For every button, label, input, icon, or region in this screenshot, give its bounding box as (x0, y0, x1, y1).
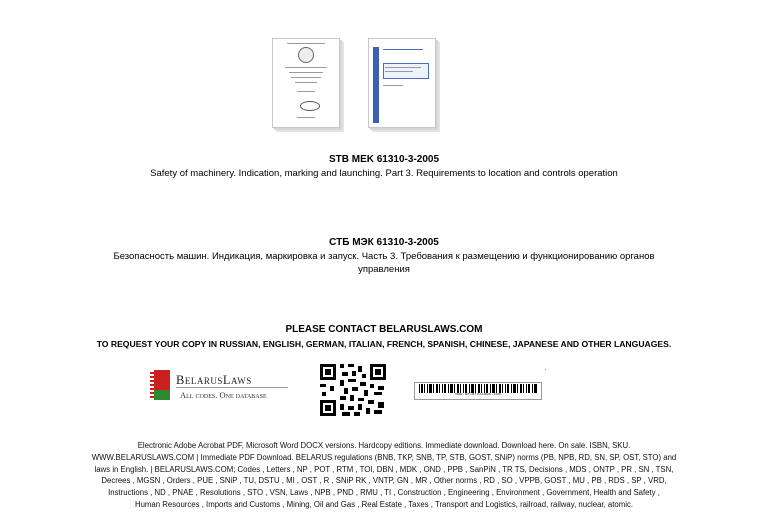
footer-line: laws in English. | BELARUSLAWS.COM; Codes , Letters , NP , POT , RTM , TOI, DBN , MDK , OND , PPB , SanPiN , TR TS, Decisions , MDS , ONTP , PR , SN , TSN, (94, 464, 674, 474)
cover-text-line (295, 82, 317, 83)
page-text-line (385, 67, 421, 68)
contact-subheading: TO REQUEST YOUR COPY IN RUSSIAN, ENGLISH, GERMAN, ITALIAN, FRENCH, SPANISH, CHINESE, JAPANESE AND OTHER LANGUAGES. (96, 339, 672, 349)
page-text-line (383, 85, 403, 86)
footer-line: Electronic Adobe Acrobat PDF, Microsoft Word DOCX versions. Hardcopy editions. Immediate download. Download here. On sale. ISBN, SKU. (137, 441, 631, 450)
footer-line: Human Resources , Imports and Customs , Mining, Oil and Gas , Real Estate , Taxes , Transport and Logistics, railroad, railway, nuclear, atomic. (134, 499, 634, 509)
page-text-line (385, 71, 413, 72)
barcode-url: www.BelarusLaws.com (455, 393, 501, 397)
document-page-thumbnail (368, 38, 436, 128)
contact-heading: PLEASE CONTACT BELARUSLAWS.COM (285, 324, 483, 335)
belaruslaws-logo[interactable] (150, 370, 300, 400)
standard-code-en: STB MEK 61310-3-2005 (328, 154, 440, 165)
cover-text-line (285, 67, 327, 68)
seal-oval-icon (300, 101, 320, 111)
footer-text (60, 440, 708, 511)
barcode-icon (419, 384, 537, 393)
footer-line: WWW.BELARUSLAWS.COM | Immediate PDF Download. BELARUS regulations (BNB, TKP, SNB, TP, STB, GOST, SNiP) norms (PB, NPB, RD, SN, SP, OST, STO) and (91, 452, 677, 462)
standard-title-ru: Безопасность машин. Индикация, маркировка и запуск. Часть 3. Требования к размещению и функционированию органов (113, 251, 655, 262)
cover-text-line (287, 43, 325, 44)
footer-line: Instructions , ND , PNAE , Resolutions , STO , VSN, Laws , NPB , PND , RMU , TI , Construction , Engineering , Environment , Government, Health and Safety , (108, 488, 660, 498)
qr-code-icon[interactable] (318, 362, 388, 418)
cover-text-line (291, 77, 321, 78)
document-cover-thumbnail (272, 38, 340, 128)
cover-text-line (297, 117, 315, 118)
logo-name: BelarusLaws (176, 373, 252, 387)
logo-divider (176, 387, 288, 388)
standard-title-en: Safety of machinery. Indication, marking and launching. Part 3. Requirements to location and controls operation (150, 168, 618, 179)
decorative-dot: · (544, 364, 547, 374)
cover-text-line (289, 72, 323, 73)
standard-code-ru: СТБ МЭК 61310-3-2005 (329, 237, 439, 248)
footer-line: Decrees , MGSN , Orders , PUE , SNiP , TU, DSTU , MI , OST , R , SNiP RK , VNTP, GN , MR , Other norms , RD , SO , VPPB, GOST , MU , PB , RDS , SP , VRD, (101, 476, 667, 486)
cover-text-line (297, 91, 315, 92)
logo-tagline: All codes. One database (180, 390, 267, 400)
page-text-line (383, 49, 423, 50)
standard-title-ru-continued: управления (358, 264, 410, 275)
barcode-label (414, 382, 542, 400)
state-emblem-icon (298, 47, 314, 63)
belarus-flag-icon (150, 370, 170, 400)
page-side-bar (373, 47, 379, 123)
